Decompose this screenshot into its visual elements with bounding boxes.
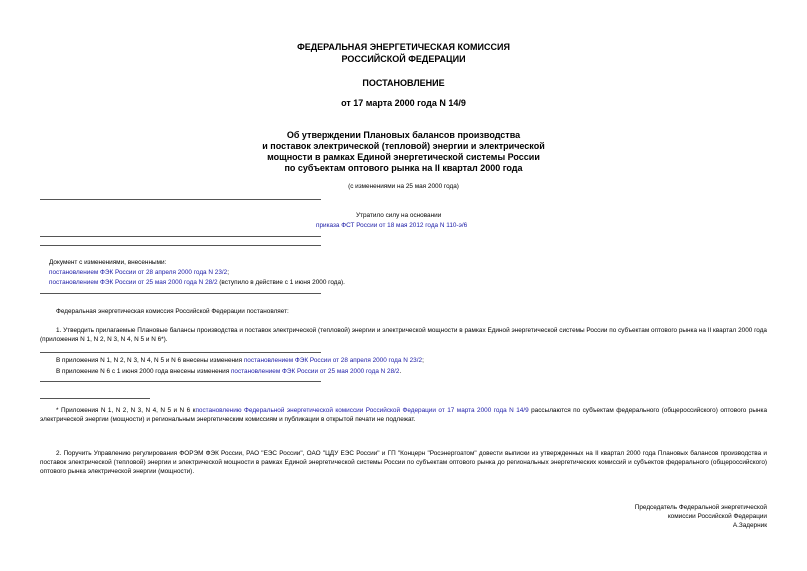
- note-2-prefix: В приложение N 6 с 1 июня 2000 года внесены изменения: [56, 368, 231, 375]
- item-1: 1. Утвердить прилагаемые Плановые балансы производства и поставок электрической (тепловой) энергии и электрической мощности в рамках Единой энергетической системы России по субъектам оптового рынка на II квартал 2000 года (приложения N 1, N 2, N 3, N 4, N 5 и N 6*).: [40, 327, 767, 343]
- note-2-link[interactable]: постановлением ФЭК России от 25 мая 2000 года N 28/2: [230, 368, 400, 375]
- signature-name: А.Задерник: [732, 522, 767, 529]
- divider: [40, 381, 321, 382]
- org-name-line1: ФЕДЕРАЛЬНАЯ ЭНЕРГЕТИЧЕСКАЯ КОМИССИЯ: [297, 42, 510, 52]
- title-line1: Об утверждении Плановых балансов производства: [286, 130, 521, 140]
- doc-type: ПОСТАНОВЛЕНИЕ: [362, 78, 445, 88]
- note-1: [56, 356, 424, 365]
- title-line2: и поставок электрической (тепловой) энергии и электрической: [262, 141, 545, 151]
- footnote: [40, 406, 767, 424]
- footnote-suffix: рассылаются по субъектам федерального (общероссийского) оптового рынка электрической энергии (мощности) и региональным энергетическим комиссиям и публикации в открытой печати не подлежат.: [40, 407, 768, 423]
- preamble: Федеральная энергетическая комиссия Российской Федерации постановляет:: [56, 308, 289, 315]
- note-1-prefix: В приложения N 1, N 2, N 3, N 4, N 5 и N 6 внесены изменения: [56, 357, 244, 364]
- title-line3: мощности в рамках Единой энергетической системы России: [267, 152, 540, 162]
- item-2: 2. Поручить Управлению регулирования ФОРЭМ ФЭК России, РАО "ЕЭС России", ОАО "ЦДУ ЕЭС России" и ГП "Концерн "Росэнергоатом" довести выписки из утвержденных на II квартал 2000 года Плановых балансов производства и поставок электрической (тепловой) энергии и электрической мощности в рамках Единой энергетической системы России по субъектам оптового рынка до региональных энергетических комиссий и субъектов федерального (общероссийского) оптового рынка электрической энергии (мощности).: [40, 450, 767, 475]
- status-link[interactable]: приказа ФСТ России от 18 мая 2012 года N 110-э/6: [316, 222, 468, 229]
- changes-suffix-1: ;: [227, 269, 229, 276]
- note-2-suffix: .: [399, 368, 402, 375]
- changes-link-2[interactable]: постановлением ФЭК России от 25 мая 2000 года N 28/2: [49, 279, 218, 286]
- divider: [40, 352, 321, 353]
- changes-link-1[interactable]: постановлением ФЭК России от 28 апреля 2000 года N 23/2: [49, 269, 228, 276]
- changes-item-1: [49, 268, 229, 277]
- footnote-link[interactable]: постановлению Федеральной энергетической комиссии Российской Федерации от 17 марта 2000 года N 14/9: [195, 407, 529, 414]
- footnote-prefix: * Приложения N 1, N 2, N 3, N 4, N 5 и N 6 к: [56, 407, 196, 414]
- note-1-suffix: ;: [422, 357, 424, 364]
- note-2: [56, 367, 401, 376]
- amendment-note: (с изменениями на 25 мая 2000 года): [348, 183, 459, 190]
- status-text: Утратило силу на основании: [356, 212, 442, 219]
- signature-line1: Председатель Федеральной энергетической: [634, 504, 767, 511]
- divider: [40, 245, 321, 246]
- org-name-line2: РОССИЙСКОЙ ФЕДЕРАЦИИ: [341, 54, 466, 64]
- changes-suffix-2: (вступило в действие с 1 июня 2000 года).: [217, 279, 345, 286]
- note-1-link[interactable]: постановлением ФЭК России от 28 апреля 2000 года N 23/2: [243, 357, 423, 364]
- footnote-divider: [40, 398, 150, 399]
- divider: [40, 199, 321, 200]
- divider: [40, 236, 321, 237]
- changes-item-2: [49, 278, 345, 287]
- title-line4: по субъектам оптового рынка на II квартал 2000 года: [284, 163, 523, 173]
- divider: [40, 293, 321, 294]
- changes-intro: Документ с изменениями, внесенными:: [49, 259, 167, 266]
- doc-date: от 17 марта 2000 года N 14/9: [341, 98, 466, 108]
- signature-line2: комиссии Российской Федерации: [667, 513, 767, 520]
